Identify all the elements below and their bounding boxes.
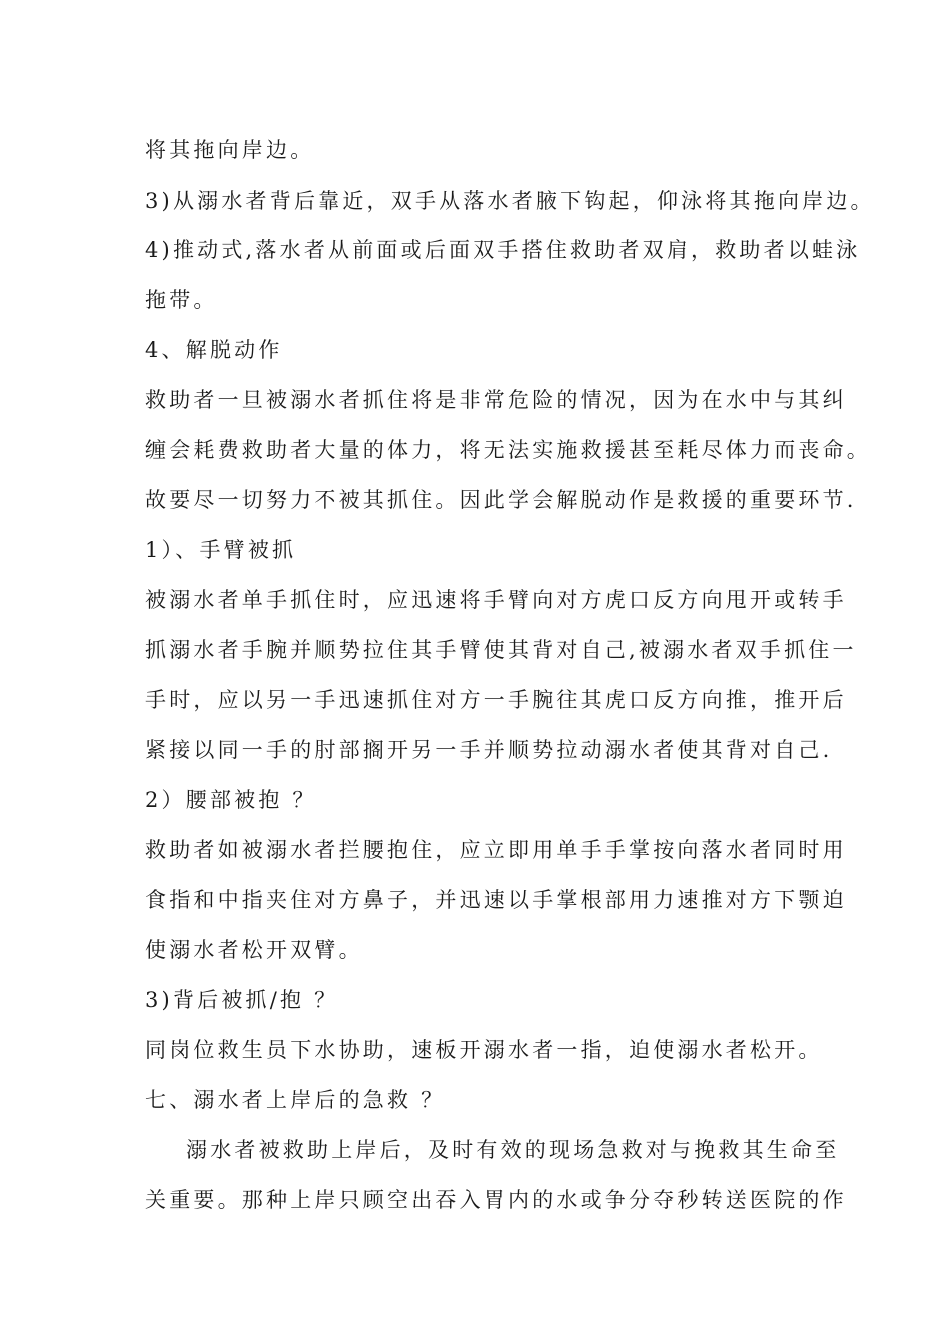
section-heading: 七、溺水者上岸后的急救 ？ (145, 1088, 446, 1112)
paragraph-first-line: 溺水者被救助上岸后，及时有效的现场急救对与挽救其生命至 (186, 1138, 840, 1162)
text-line: 将其拖向岸边。 (145, 138, 315, 162)
text-line: 4)推动式,落水者从前面或后面双手搭住救助者双肩，救助者以蛙泳 (145, 238, 861, 262)
text-line: 故要尽一切努力不被其抓住。因此学会解脱动作是救援的重要环节. (145, 488, 857, 512)
text-line: 紧接以同一手的肘部搁开另一手并顺势拉动溺水者使其背对自己. (145, 738, 833, 762)
text-line: 被溺水者单手抓住时，应迅速将手臂向对方虎口反方向甩开或转手 (145, 588, 847, 612)
text-line: 拖带。 (145, 288, 218, 312)
text-line: 关重要。那种上岸只顾空出吞入胃内的水或争分夺秒转送医院的作 (145, 1188, 847, 1212)
subsection-heading: 3)背后被抓/抱 ？ (145, 988, 339, 1012)
subsection-heading: 2）腰部被抱 ？ (145, 788, 317, 812)
text-line: 缠会耗费救助者大量的体力，将无法实施救援甚至耗尽体力而丧命。 (145, 438, 871, 462)
text-line: 3)从溺水者背后靠近，双手从落水者腋下钩起，仰泳将其拖向岸边。 (145, 189, 875, 213)
subsection-heading: 1）、手臂被抓 (145, 538, 297, 562)
text-line: 同岗位救生员下水协助，速板开溺水者一指，迫使溺水者松开。 (145, 1038, 823, 1062)
text-line: 抓溺水者手腕并顺势拉住其手臂使其背对自己,被溺水者双手抓住一 (145, 638, 857, 662)
text-line: 手时，应以另一手迅速抓住对方一手腕往其虎口反方向推，推开后 (145, 688, 847, 712)
section-heading: 4、解脱动作 (145, 338, 283, 362)
text-line: 使溺水者松开双臂。 (145, 938, 363, 962)
text-line: 食指和中指夹住对方鼻子，并迅速以手掌根部用力速推对方下颚迫 (145, 888, 847, 912)
text-line: 救助者一旦被溺水者抓住将是非常危险的情况，因为在水中与其纠 (145, 388, 847, 412)
text-line: 救助者如被溺水者拦腰抱住，应立即用单手手掌按向落水者同时用 (145, 838, 847, 862)
